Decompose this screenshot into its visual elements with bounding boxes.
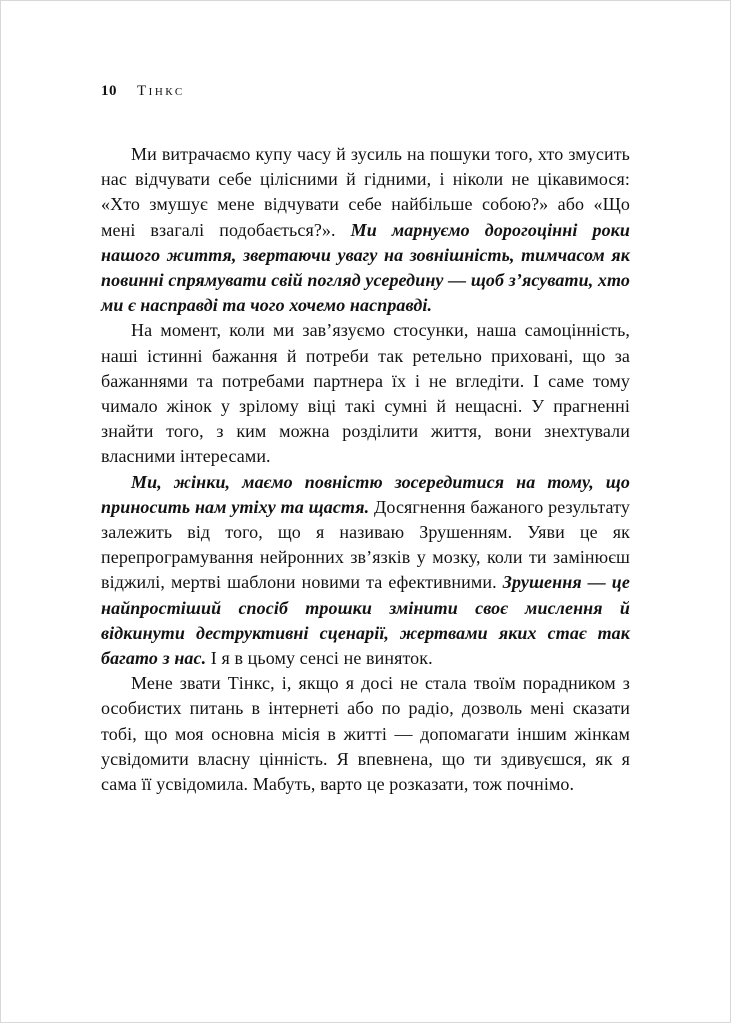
text-segment: І я в цьому сенсі не виняток. — [206, 648, 433, 669]
emphasis-segment: Ми марнуємо дорогоцінні роки нашого життя, звертаючи увагу на зовнішність, тимчасом як повинні спрямувати свій погляд усередину — щоб з’ясувати, хто ми є насправді та чого хочемо насправді. — [101, 219, 631, 316]
emphasis-segment: Ми, жінки, маємо повністю зосередитися на тому, що приносить нам утіху та щастя. — [101, 471, 630, 517]
body-text — [101, 142, 630, 797]
text-segment: Досягнення бажаного результату залежить від того, що я називаю Зрушенням. Уяви це як перепрограмування нейронних зв’язків у мозку, коли ти замінюєш віджилі, мертві шаблони новими та ефективними. — [101, 496, 630, 593]
paragraph-4 — [101, 671, 630, 797]
page-number: 10 — [101, 83, 117, 99]
text-segment: Мене звати Тінкс, і, якщо я досі не стала твоїм порадником з особистих питань в інтернеті або по радіо, дозволь мені сказати тобі, що моя основна місія в житті — допомагати іншим жінкам усвідомити власну цінність. Я впевнена, що ти здивуєшся, як я сама її усвідомила. Мабуть, варто це розказати, тож почнімо. — [101, 673, 630, 795]
text-segment: На момент, коли ми зав’язуємо стосунки, наша самоцінність, наші істинні бажання й потреби так ретельно приховані, що за бажаннями та потребами партнера їх і не вгледіти. І саме тому чимало жінок у зрілому віці такі сумні й нещасні. У прагненні знайти того, з ким можна розділити життя, вони знехтували власними інтересами. — [101, 320, 630, 467]
paragraph-2 — [101, 318, 630, 469]
running-header — [101, 83, 630, 100]
running-title: Тінкс — [137, 83, 185, 99]
text-segment: Ми витрачаємо купу часу й зусиль на пошуки того, хто змусить нас відчувати себе цілісними й гідними, і ніколи не цікавимося: «Хто змушує мене відчувати себе найбільше собою?» або «Що мені взагалі подобається?». — [101, 144, 630, 240]
paragraph-1 — [101, 142, 630, 318]
emphasis-segment: Зрушення — це найпростіший спосіб трошки змінити своє мислення й відкинути деструктивні сценарії, жертвами яких стає так багато з нас. — [101, 572, 631, 669]
paragraph-3 — [101, 470, 630, 672]
page-inner — [1, 1, 730, 797]
